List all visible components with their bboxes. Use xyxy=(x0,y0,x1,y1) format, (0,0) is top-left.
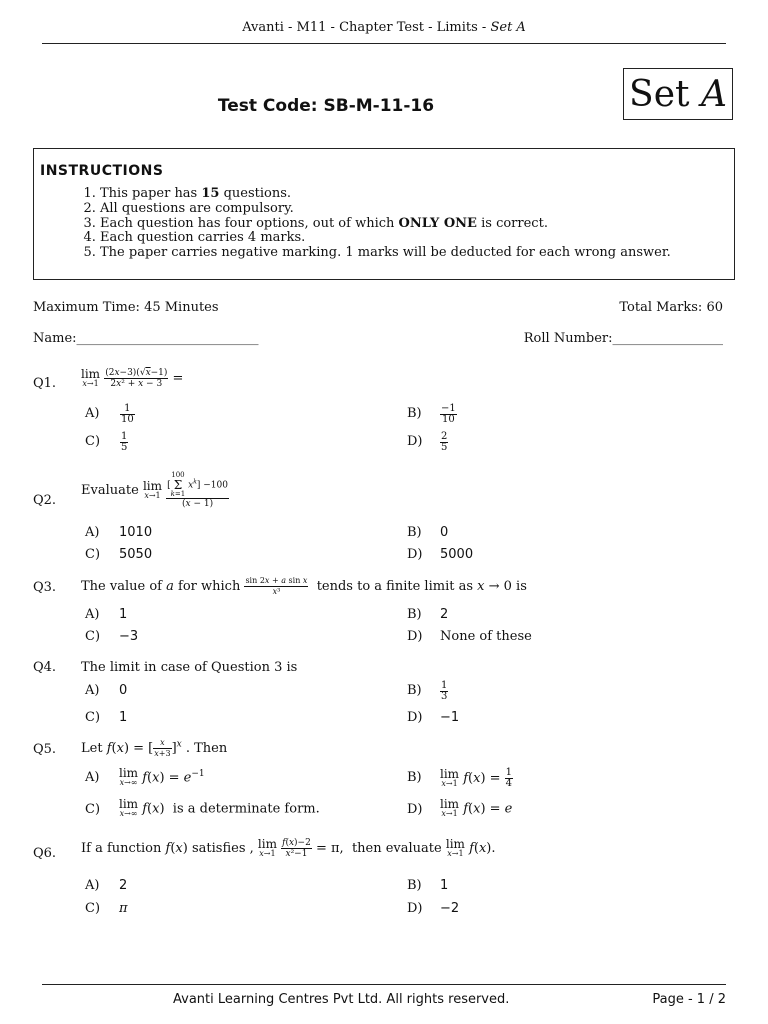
instructions-list xyxy=(44,187,671,261)
instructions-box xyxy=(33,148,735,280)
document-header xyxy=(0,20,768,35)
footer-rule xyxy=(42,984,726,985)
set-letter: A xyxy=(700,74,727,115)
option-c-value[interactable]: −3 xyxy=(119,629,139,644)
option-d-label: D) xyxy=(407,547,423,562)
header-rule xyxy=(42,43,726,44)
set-word: Set xyxy=(629,74,690,115)
name-field[interactable]: Name:____________________________ xyxy=(33,331,259,346)
question-5: Let f(x) = [ $\frac{x}{x+3}$ ]$^x$ . Then xyxy=(81,738,228,758)
option-c-value[interactable]: $\frac{1}{5}$ xyxy=(121,431,128,453)
question-expression: lim x→1 $\frac{(2x-3)(√x-1)}{\text{2x² + x − 3}}$ = xyxy=(81,366,184,389)
set-box xyxy=(623,68,733,120)
limit-symbol: lim x→1 xyxy=(142,478,162,500)
instruction-item: 5. The paper carries negative marking. 1 marks will be deducted for each wrong answer. xyxy=(100,246,671,261)
question-number: Q1. xyxy=(33,376,57,391)
option-a-label: A) xyxy=(85,770,100,785)
option-d-value[interactable]: −2 xyxy=(440,901,460,916)
option-d-label: D) xyxy=(407,629,423,644)
question-number: Q3. xyxy=(33,580,57,595)
option-c-label: C) xyxy=(85,901,101,916)
option-a-value[interactable]: 0 xyxy=(119,683,128,698)
limit-symbol: lim x→1 xyxy=(81,366,101,388)
footer-company: Avanti Learning Centres Pvt Ltd. All rights reserved. xyxy=(173,992,510,1007)
instruction-item: 2. All questions are compulsory. xyxy=(100,202,671,217)
fraction: [100 Σ k=1 $x^k] -100$ (x − 1) xyxy=(167,471,228,509)
option-d-value[interactable]: 5000 xyxy=(440,547,474,562)
option-a-label: A) xyxy=(85,525,100,540)
option-c-value[interactable]: 5050 xyxy=(119,547,153,562)
option-a-value[interactable]: 1010 xyxy=(119,525,153,540)
fraction: $\frac{\text{sin 2x + a sin x}}{\text{x³}}$ xyxy=(245,576,308,596)
question-3: The value of a for which $\frac{\text{sin 2x + a sin x}}{\text{x³}}$ tends to a finite limit as x → 0 is xyxy=(81,576,527,596)
max-time: Maximum Time: 45 Minutes xyxy=(33,300,219,315)
option-d-value[interactable]: lim x→1 f(x) = e xyxy=(440,797,513,818)
option-b-label: B) xyxy=(407,406,422,421)
header-set: Set A xyxy=(490,20,526,35)
option-a-label: A) xyxy=(85,406,100,421)
roll-number-field[interactable]: Roll Number:_________________ xyxy=(523,331,723,346)
option-a-value[interactable]: lim x→∞ $f(x) = e^{-1}$ xyxy=(119,766,205,787)
question-number: Q4. xyxy=(33,660,57,675)
option-b-value[interactable]: $\frac{-1}{10}$ xyxy=(441,403,456,425)
instruction-item: 3. Each question has four options, out of which ONLY ONE is correct. xyxy=(100,217,671,232)
test-code: Test Code: SB-M-11-16 xyxy=(217,96,435,116)
option-a-label: A) xyxy=(85,683,100,698)
question-6: If a function f(x) satisfies , lim x→1 $\frac{f(x)-2}{\text{x²−1}}$ = π, then evaluate lim x→1 f(x). xyxy=(81,836,496,859)
question-text: Evaluate xyxy=(81,483,139,498)
option-a-value[interactable]: $\frac{1}{10}$ xyxy=(121,403,134,425)
option-b-label: B) xyxy=(407,770,422,785)
option-c-value[interactable]: 1 xyxy=(119,710,128,725)
question-number: Q2. xyxy=(33,493,57,508)
option-a-value[interactable]: 2 xyxy=(119,878,128,893)
option-b-value[interactable]: $\frac{1}{3}$ xyxy=(441,680,448,702)
question-number: Q6. xyxy=(33,846,57,861)
fraction: $\frac{(2x-3)(√x-1)}{\text{2x² + x − 3}}$ xyxy=(105,368,168,389)
header-title: Avanti - M11 - Chapter Test - Limits - xyxy=(242,20,491,35)
option-c-value[interactable]: lim x→∞ f(x) is a determinate form. xyxy=(119,797,320,818)
instruction-item: 1. This paper has 15 questions. xyxy=(100,187,671,202)
option-d-label: D) xyxy=(407,434,423,449)
question-text: The limit in case of Question 3 is xyxy=(81,660,298,675)
option-c-label: C) xyxy=(85,629,101,644)
option-c-label: C) xyxy=(85,547,101,562)
question-number: Q5. xyxy=(33,742,57,757)
option-c-label: C) xyxy=(85,802,101,817)
option-d-value[interactable]: $\frac{2}{5}$ xyxy=(441,431,448,453)
option-a-label: A) xyxy=(85,607,100,622)
option-d-label: D) xyxy=(407,802,423,817)
total-marks: Total Marks: 60 xyxy=(619,300,723,315)
option-b-label: B) xyxy=(407,607,422,622)
option-b-label: B) xyxy=(407,878,422,893)
option-b-value[interactable]: 0 xyxy=(440,525,449,540)
page-number: Page - 1 / 2 xyxy=(652,992,726,1007)
option-c-label: C) xyxy=(85,434,101,449)
option-c-value[interactable]: π xyxy=(119,901,128,916)
option-b-label: B) xyxy=(407,683,422,698)
option-d-label: D) xyxy=(407,901,423,916)
option-b-label: B) xyxy=(407,525,422,540)
option-b-value[interactable]: 2 xyxy=(440,607,449,622)
option-d-label: D) xyxy=(407,710,423,725)
option-d-value[interactable]: None of these xyxy=(440,629,532,644)
instruction-item: 4. Each question carries 4 marks. xyxy=(100,231,671,246)
option-d-value[interactable]: −1 xyxy=(440,710,460,725)
instructions-heading: INSTRUCTIONS xyxy=(40,163,164,179)
option-b-value[interactable]: 1 xyxy=(440,878,449,893)
option-c-label: C) xyxy=(85,710,101,725)
option-a-label: A) xyxy=(85,878,100,893)
option-a-value[interactable]: 1 xyxy=(119,607,128,622)
question-2 xyxy=(81,472,229,509)
option-b-value[interactable]: lim x→1 f(x) = $\frac{1}{4}$ xyxy=(440,766,513,789)
